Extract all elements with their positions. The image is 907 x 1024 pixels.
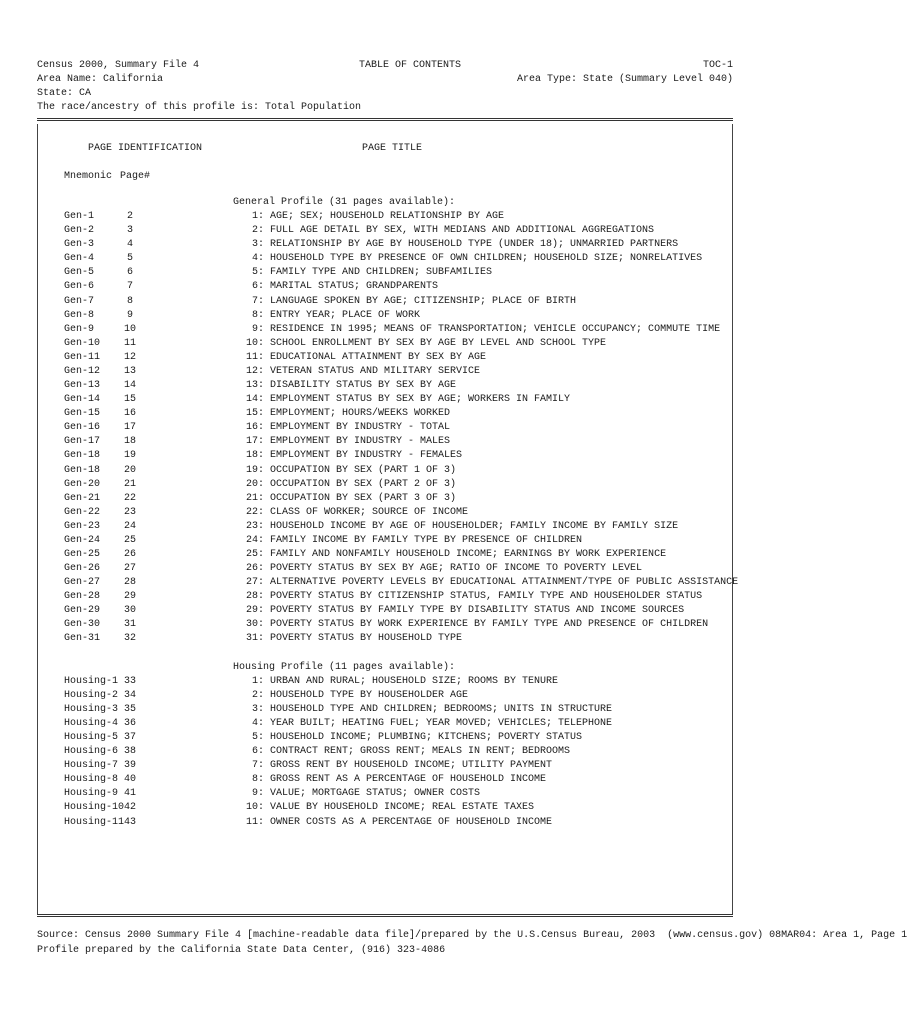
header-line-1 [37,59,733,73]
row-page-number: 27 [123,563,136,575]
row-mnemonic: Gen-26 [64,563,101,575]
toc-row [0,717,770,731]
row-page-number: 37 [123,732,136,744]
row-item-number: 4: [251,253,264,265]
source-note: Source: Census 2000 Summary File 4 [machine-readable data file]/prepared by the U.S.Census Bureau, 2003 (www.census.gov) 08MAR04: Area 1, Page 1 [37,930,907,941]
row-page-number: 6 [126,267,133,279]
row-item-number: 10: [245,337,264,349]
row-mnemonic: Housing-9 [64,788,119,800]
row-page-title: POVERTY STATUS BY FAMILY TYPE BY DISABILITY STATUS AND INCOME SOURCES [270,605,685,617]
row-page-number: 28 [123,577,136,589]
row-item-number: 3: [251,239,264,251]
row-page-number: 35 [123,703,136,715]
row-page-title: GROSS RENT BY HOUSEHOLD INCOME; UTILITY PAYMENT [270,760,553,772]
row-item-number: 3: [251,703,264,715]
row-mnemonic: Gen-12 [64,365,101,377]
row-mnemonic: Gen-2 [64,225,95,237]
row-item-number: 4: [251,717,264,729]
toc-row [0,210,770,224]
row-item-number: 8: [251,774,264,786]
row-page-title: FAMILY INCOME BY FAMILY TYPE BY PRESENCE OF CHILDREN [270,534,583,546]
row-item-number: 28: [245,591,264,603]
race-ancestry-line: The race/ancestry of this profile is: Total Population [37,102,362,113]
row-page-title: POVERTY STATUS BY SEX BY AGE; RATIO OF INCOME TO POVERTY LEVEL [270,563,643,575]
row-item-number: 5: [251,267,264,279]
row-mnemonic: Gen-10 [64,337,101,349]
row-page-title: AGE; SEX; HOUSEHOLD RELATIONSHIP BY AGE [270,211,505,223]
row-mnemonic: Gen-31 [64,633,101,645]
row-page-number: 8 [126,295,133,307]
row-item-number: 18: [245,450,264,462]
row-page-title: FULL AGE DETAIL BY SEX, WITH MEDIANS AND ADDITIONAL AGGREGATIONS [270,225,655,237]
row-item-number: 21: [245,492,264,504]
toc-row [0,816,770,830]
row-page-number: 5 [126,253,133,265]
toc-row [0,703,770,717]
row-mnemonic: Gen-15 [64,408,101,420]
row-page-title: VALUE BY HOUSEHOLD INCOME; REAL ESTATE TAXES [270,802,535,814]
toc-row [0,309,770,323]
toc-row [0,449,770,463]
toc-row [0,759,770,773]
row-item-number: 29: [245,605,264,617]
row-page-title: EDUCATIONAL ATTAINMENT BY SEX BY AGE [270,351,487,363]
row-page-title: VALUE; MORTGAGE STATUS; OWNER COSTS [270,788,481,800]
row-mnemonic: Gen-22 [64,506,101,518]
page-identification-heading: PAGE IDENTIFICATION [88,143,203,154]
row-page-title: FAMILY AND NONFAMILY HOUSEHOLD INCOME; EARNINGS BY WORK EXPERIENCE [270,549,667,560]
page-number-heading: Page# [120,171,151,182]
toc-row [0,632,770,646]
row-page-number: 17 [123,422,136,434]
state-code: State: CA [37,88,92,99]
row-page-title: RELATIONSHIP BY AGE BY HOUSEHOLD TYPE (UNDER 18); UNMARRIED PARTNERS [270,239,679,251]
row-page-number: 11 [123,337,136,349]
row-page-title: ALTERNATIVE POVERTY LEVELS BY EDUCATIONAL ATTAINMENT/TYPE OF PUBLIC ASSISTANCE [270,577,739,589]
toc-row [0,618,770,632]
header-line-2 [37,73,733,87]
toc-row [0,252,770,266]
row-item-number: 7: [251,760,264,772]
toc-row [0,323,770,337]
row-page-number: 4 [126,239,133,251]
row-page-title: EMPLOYMENT; HOURS/WEEKS WORKED [270,408,451,420]
row-mnemonic: Gen-3 [64,239,95,251]
row-item-number: 17: [245,436,264,448]
row-page-title: EMPLOYMENT BY INDUSTRY - MALES [270,436,451,448]
toc-row [0,478,770,492]
prepared-by-note: Profile prepared by the California State Data Center, (916) 323-4086 [37,945,446,956]
row-page-number: 40 [123,774,136,786]
row-mnemonic: Gen-23 [64,520,101,532]
row-mnemonic: Gen-27 [64,577,101,589]
toc-row [0,731,770,745]
row-item-number: 24: [245,534,264,546]
row-mnemonic: Gen-24 [64,534,101,546]
row-mnemonic: Gen-4 [64,253,95,265]
row-page-number: 43 [123,816,136,828]
mnemonic-heading: Mnemonic [64,171,113,182]
row-mnemonic: Housing-2 [64,689,119,701]
row-page-title: SCHOOL ENROLLMENT BY SEX BY AGE BY LEVEL AND SCHOOL TYPE [270,337,607,349]
toc-row [0,534,770,548]
row-mnemonic: Gen-5 [64,267,95,279]
row-page-number: 36 [123,717,136,729]
row-page-number: 3 [126,225,133,237]
row-item-number: 14: [245,394,264,406]
page-code: TOC-1 [702,60,733,71]
toc-row [0,393,770,407]
row-item-number: 30: [245,619,264,631]
toc-row [0,379,770,393]
row-mnemonic: Gen-25 [64,549,101,560]
row-page-number: 15 [123,394,136,406]
row-page-number: 32 [123,633,136,645]
row-page-number: 20 [123,464,136,476]
toc-row [0,464,770,478]
toc-row [0,337,770,351]
row-page-number: 14 [123,380,136,392]
row-page-number: 25 [123,534,136,546]
row-page-title: HOUSEHOLD TYPE AND CHILDREN; BEDROOMS; UNITS IN STRUCTURE [270,703,613,715]
row-page-title: CLASS OF WORKER; SOURCE OF INCOME [270,506,469,518]
row-mnemonic: Gen-6 [64,281,95,293]
section-title: Housing Profile (11 pages available): [233,661,456,673]
row-item-number: 22: [245,506,264,518]
row-item-number: 10: [245,802,264,814]
toc-row [0,562,770,576]
row-mnemonic: Gen-18 [64,450,101,462]
row-mnemonic: Gen-16 [64,422,101,434]
row-item-number: 5: [251,732,264,744]
row-page-number: 19 [123,450,136,462]
row-page-number: 18 [123,436,136,448]
toc-row [0,787,770,801]
toc-row [0,224,770,238]
row-mnemonic: Gen-13 [64,380,101,392]
area-type: Area Type: State (Summary Level 040) [516,74,733,85]
toc-row [0,689,770,703]
section-title: General Profile (31 pages available): [233,197,456,208]
row-page-number: 33 [123,675,136,687]
row-page-title: HOUSEHOLD INCOME BY AGE OF HOUSEHOLDER; FAMILY INCOME BY FAMILY SIZE [270,520,679,532]
row-page-title: RESIDENCE IN 1995; MEANS OF TRANSPORTATION; VEHICLE OCCUPANCY; COMMUTE TIME [270,323,721,335]
toc-row [0,280,770,294]
row-page-number: 34 [123,689,136,701]
row-page-title: YEAR BUILT; HEATING FUEL; YEAR MOVED; VEHICLES; TELEPHONE [270,717,613,729]
row-item-number: 11: [245,816,264,828]
toc-row [0,351,770,365]
toc-row [0,492,770,506]
row-page-title: HOUSEHOLD TYPE BY PRESENCE OF OWN CHILDREN; HOUSEHOLD SIZE; NONRELATIVES [270,253,703,265]
row-mnemonic: Housing-6 [64,746,119,758]
row-mnemonic: Gen-28 [64,591,101,603]
row-page-number: 21 [123,478,136,490]
row-mnemonic: Housing-5 [64,732,119,744]
row-page-title: EMPLOYMENT BY INDUSTRY - TOTAL [270,422,451,434]
row-page-number: 9 [126,309,133,321]
row-page-number: 29 [123,591,136,603]
row-page-number: 26 [123,549,136,560]
toc-row [0,745,770,759]
row-page-title: GROSS RENT AS A PERCENTAGE OF HOUSEHOLD INCOME [270,774,547,786]
row-page-title: CONTRACT RENT; GROSS RENT; MEALS IN RENT; BEDROOMS [270,746,571,758]
row-page-title: DISABILITY STATUS BY SEX BY AGE [270,380,457,392]
row-item-number: 1: [251,675,264,687]
toc-row [0,506,770,520]
toc-row [0,675,770,689]
row-page-title: OCCUPATION BY SEX (PART 1 OF 3) [270,464,457,476]
row-mnemonic: Housing-11 [64,816,125,828]
toc-row [0,590,770,604]
row-page-number: 23 [123,506,136,518]
toc-row [0,266,770,280]
toc-row [0,801,770,815]
row-page-number: 13 [123,365,136,377]
row-item-number: 8: [251,309,264,321]
toc-row [0,520,770,534]
row-page-title: ENTRY YEAR; PLACE OF WORK [270,309,421,321]
report-name: Census 2000, Summary File 4 [37,60,200,71]
row-page-number: 41 [123,788,136,800]
row-item-number: 27: [245,577,264,589]
row-mnemonic: Housing-3 [64,703,119,715]
row-item-number: 1: [251,211,264,223]
row-item-number: 25: [245,549,264,560]
row-item-number: 2: [251,689,264,701]
row-page-title: OCCUPATION BY SEX (PART 3 OF 3) [270,492,457,504]
row-item-number: 9: [251,788,264,800]
row-item-number: 13: [245,380,264,392]
row-item-number: 15: [245,408,264,420]
header-line-4 [37,101,733,115]
row-item-number: 26: [245,563,264,575]
header-line-3 [37,87,733,101]
row-mnemonic: Gen-1 [64,211,95,223]
row-page-number: 24 [123,520,136,532]
row-page-title: LANGUAGE SPOKEN BY AGE; CITIZENSHIP; PLACE OF BIRTH [270,295,577,307]
row-item-number: 11: [245,351,264,363]
row-mnemonic: Gen-8 [64,309,95,321]
row-mnemonic: Gen-30 [64,619,101,631]
row-page-title: URBAN AND RURAL; HOUSEHOLD SIZE; ROOMS BY TENURE [270,675,559,687]
row-mnemonic: Gen-14 [64,394,101,406]
bottom-rule [37,914,733,917]
row-page-title: POVERTY STATUS BY WORK EXPERIENCE BY FAMILY TYPE AND PRESENCE OF CHILDREN [270,619,709,631]
row-mnemonic: Housing-7 [64,760,119,772]
row-page-title: POVERTY STATUS BY HOUSEHOLD TYPE [270,633,463,645]
row-item-number: 12: [245,365,264,377]
row-mnemonic: Gen-18 [64,464,101,476]
row-item-number: 7: [251,295,264,307]
row-page-title: OCCUPATION BY SEX (PART 2 OF 3) [270,478,457,490]
toc-row [0,365,770,379]
row-mnemonic: Housing-4 [64,717,119,729]
toc-row [0,773,770,787]
row-item-number: 2: [251,225,264,237]
toc-row [0,604,770,618]
row-mnemonic: Gen-7 [64,295,95,307]
row-item-number: 6: [251,746,264,758]
toc-row [0,421,770,435]
row-page-number: 39 [123,760,136,772]
row-page-number: 16 [123,408,136,420]
row-page-number: 22 [123,492,136,504]
row-page-number: 12 [123,351,136,363]
row-page-number: 2 [126,211,133,223]
row-mnemonic: Gen-9 [64,323,95,335]
row-mnemonic: Housing-8 [64,774,119,786]
row-mnemonic: Housing-1 [64,675,119,687]
top-rule [37,118,733,121]
toc-row [0,435,770,449]
row-page-number: 38 [123,746,136,758]
row-mnemonic: Gen-11 [64,351,101,363]
row-mnemonic: Gen-21 [64,492,101,504]
toc-row [0,295,770,309]
row-item-number: 31: [245,633,264,645]
row-item-number: 6: [251,281,264,293]
row-page-title: VETERAN STATUS AND MILITARY SERVICE [270,365,481,377]
toc-title: TABLE OF CONTENTS [359,60,462,71]
row-page-number: 42 [123,802,136,814]
row-page-title: HOUSEHOLD INCOME; PLUMBING; KITCHENS; POVERTY STATUS [270,732,583,744]
row-page-title: OWNER COSTS AS A PERCENTAGE OF HOUSEHOLD INCOME [270,816,553,828]
toc-row [0,576,770,590]
row-mnemonic: Gen-29 [64,605,101,617]
toc-row [0,238,770,252]
row-item-number: 9: [251,323,264,335]
row-page-number: 31 [123,619,136,631]
page-title-heading: PAGE TITLE [362,143,423,154]
row-page-title: EMPLOYMENT BY INDUSTRY - FEMALES [270,450,463,462]
row-item-number: 19: [245,464,264,476]
row-page-title: HOUSEHOLD TYPE BY HOUSEHOLDER AGE [270,689,469,701]
row-mnemonic: Housing-10 [64,802,125,814]
row-item-number: 16: [245,422,264,434]
area-name: Area Name: California [37,74,164,85]
row-page-number: 10 [123,323,136,335]
row-page-number: 7 [126,281,133,293]
row-page-title: MARITAL STATUS; GRANDPARENTS [270,281,439,293]
row-item-number: 20: [245,478,264,490]
row-page-number: 30 [123,605,136,617]
row-item-number: 23: [245,520,264,532]
toc-row [0,407,770,421]
row-page-title: POVERTY STATUS BY CITIZENSHIP STATUS, FAMILY TYPE AND HOUSEHOLDER STATUS [270,591,703,603]
row-page-title: EMPLOYMENT STATUS BY SEX BY AGE; WORKERS IN FAMILY [270,394,571,406]
toc-row [0,548,770,562]
row-page-title: FAMILY TYPE AND CHILDREN; SUBFAMILIES [270,267,493,279]
row-mnemonic: Gen-17 [64,436,101,448]
row-mnemonic: Gen-20 [64,478,101,490]
